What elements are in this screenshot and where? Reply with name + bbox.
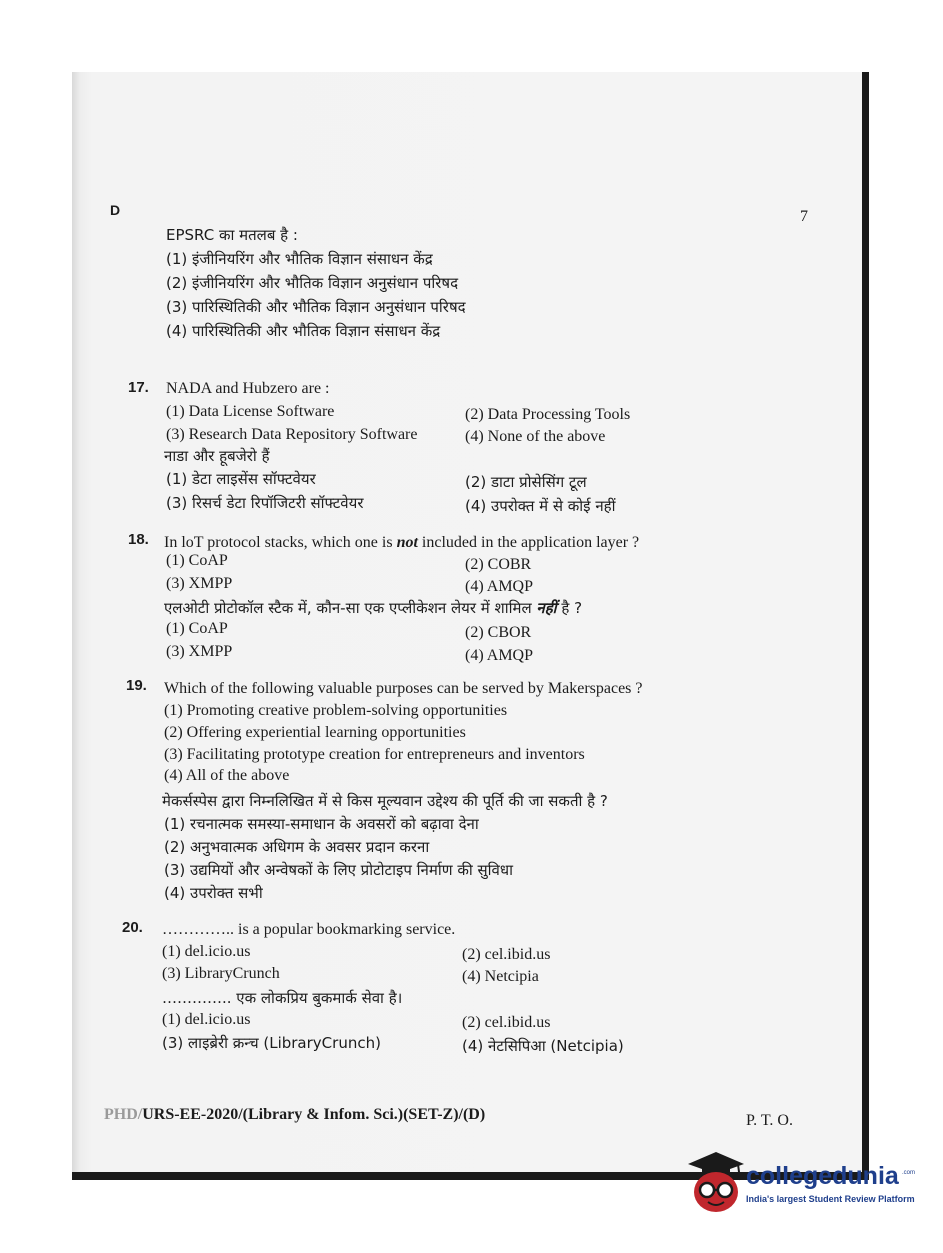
q20-hindi-stem: ………….. एक लोकप्रिय बुकमार्क सेवा है। xyxy=(162,989,403,1007)
q19-hindi-option-4: (4) उपरोक्त सभी xyxy=(164,884,263,902)
q19-hindi-option-1: (1) रचनात्मक समस्या-समाधान के अवसरों को बढ़ावा देना xyxy=(164,815,479,833)
q18-hindi-option-3: (3) XMPP xyxy=(166,643,233,660)
q17-option-4: (4) None of the above xyxy=(465,428,606,445)
q19-hindi-stem: मेकर्सस्पेस द्वारा निम्नलिखित में से किस मूल्यवान उद्देश्य की पूर्ति की जा सकती है ? xyxy=(162,792,608,810)
q19-hindi-option-2: (2) अनुभवात्मक अधिगम के अवसर प्रदान करना xyxy=(164,838,430,856)
q18-emphasis: not xyxy=(396,534,418,551)
q16-hindi-option-3: (3) पारिस्थितिकी और भौतिक विज्ञान अनुसंधान परिषद xyxy=(166,298,466,316)
logo-tagline: India's largest Student Review Platform xyxy=(746,1194,915,1204)
q19-stem: Which of the following valuable purposes can be served by Makerspaces ? xyxy=(164,680,643,697)
q18-hindi-option-1: (1) CoAP xyxy=(166,620,228,637)
q17-hindi-option-1: (1) डेटा लाइसेंस सॉफ्टवेयर xyxy=(166,470,316,488)
q18-hindi-option-2: (2) CBOR xyxy=(465,624,532,641)
q16-hindi-option-4: (4) पारिस्थितिकी और भौतिक विज्ञान संसाधन केंद्र xyxy=(166,322,441,340)
q18-hindi-emphasis: नहीं xyxy=(536,599,557,617)
q18-hindi-option-4: (4) AMQP xyxy=(465,647,534,664)
q20-hindi-option-1: (1) del.icio.us xyxy=(162,1011,251,1028)
q17-hindi-option-4: (4) उपरोक्त में से कोई नहीं xyxy=(465,497,616,515)
q17-option-2: (2) Data Processing Tools xyxy=(465,406,631,423)
q20-option-4: (4) Netcipia xyxy=(462,968,539,985)
logo-suffix: .com xyxy=(902,1170,916,1176)
q20-hindi-option-2: (2) cel.ibid.us xyxy=(462,1014,551,1031)
logo-wordmark: collegedunia xyxy=(746,1162,899,1190)
q19-hindi-option-3: (3) उद्यमियों और अन्वेषकों के लिए प्रोटोटाइप निर्माण की सुविधा xyxy=(164,861,513,879)
q17-hindi-option-3: (3) रिसर्च डेटा रिपॉजिटरी सॉफ्टवेयर xyxy=(166,494,364,512)
graduate-mascot-icon xyxy=(684,1150,746,1214)
q17-hindi-option-2: (2) डाटा प्रोसेसिंग टूल xyxy=(465,473,587,491)
page-number: 7 xyxy=(800,208,808,225)
q17-hindi-stem: नाडा और हूबजेरो हैं xyxy=(164,447,270,465)
q16-hindi-stem: EPSRC का मतलब है : xyxy=(166,226,298,244)
q20-hindi-option-3: (3) लाइब्रेरी क्रन्च (LibraryCrunch) xyxy=(162,1034,381,1052)
q16-hindi-option-1: (1) इंजीनियरिंग और भौतिक विज्ञान संसाधन केंद्र xyxy=(166,250,433,268)
q18-option-2: (2) COBR xyxy=(465,556,532,573)
question-number-17: 17. xyxy=(128,379,149,396)
paper-code-faint-prefix: PHD/ xyxy=(104,1106,143,1123)
q20-option-2: (2) cel.ibid.us xyxy=(462,946,551,963)
q18-hindi-stem: एलओटी प्रोटोकॉल स्टैक में, कौन-सा एक एप्लीकेशन लेयर में शामिल नहीं है ? xyxy=(164,599,583,617)
page-edge-shadow-right xyxy=(862,72,869,1180)
please-turn-over: P. T. O. xyxy=(746,1112,793,1129)
q18-option-4: (4) AMQP xyxy=(465,578,534,595)
q17-option-1: (1) Data License Software xyxy=(166,403,335,420)
question-number-19: 19. xyxy=(126,677,147,694)
q17-option-3: (3) Research Data Repository Software xyxy=(166,426,418,443)
q20-option-1: (1) del.icio.us xyxy=(162,943,251,960)
q20-hindi-option-4: (4) नेटसिपिआ (Netcipia) xyxy=(462,1037,624,1055)
q20-stem: ………….. is a popular bookmarking service. xyxy=(162,921,456,938)
collegedunia-logo xyxy=(684,1150,924,1220)
q20-option-3: (3) LibraryCrunch xyxy=(162,965,280,982)
set-letter: D xyxy=(110,202,121,218)
q16-hindi-option-2: (2) इंजीनियरिंग और भौतिक विज्ञान अनुसंधान परिषद xyxy=(166,274,459,292)
q19-option-1: (1) Promoting creative problem-solving opportunities xyxy=(164,702,508,719)
q18-option-1: (1) CoAP xyxy=(166,552,228,569)
q19-option-2: (2) Offering experiential learning opportunities xyxy=(164,724,466,741)
q18-option-3: (3) XMPP xyxy=(166,575,233,592)
q18-stem: In loT protocol stacks, which one is not included in the application layer ? xyxy=(164,534,640,551)
question-number-20: 20. xyxy=(122,919,143,936)
paper-code: PHD/URS-EE-2020/(Library & Infom. Sci.)(SET-Z)/(D) xyxy=(104,1106,486,1123)
question-number-18: 18. xyxy=(128,531,149,548)
q17-stem: NADA and Hubzero are : xyxy=(166,380,330,397)
q19-option-4: (4) All of the above xyxy=(164,767,290,784)
q19-option-3: (3) Facilitating prototype creation for entrepreneurs and inventors xyxy=(164,746,585,763)
